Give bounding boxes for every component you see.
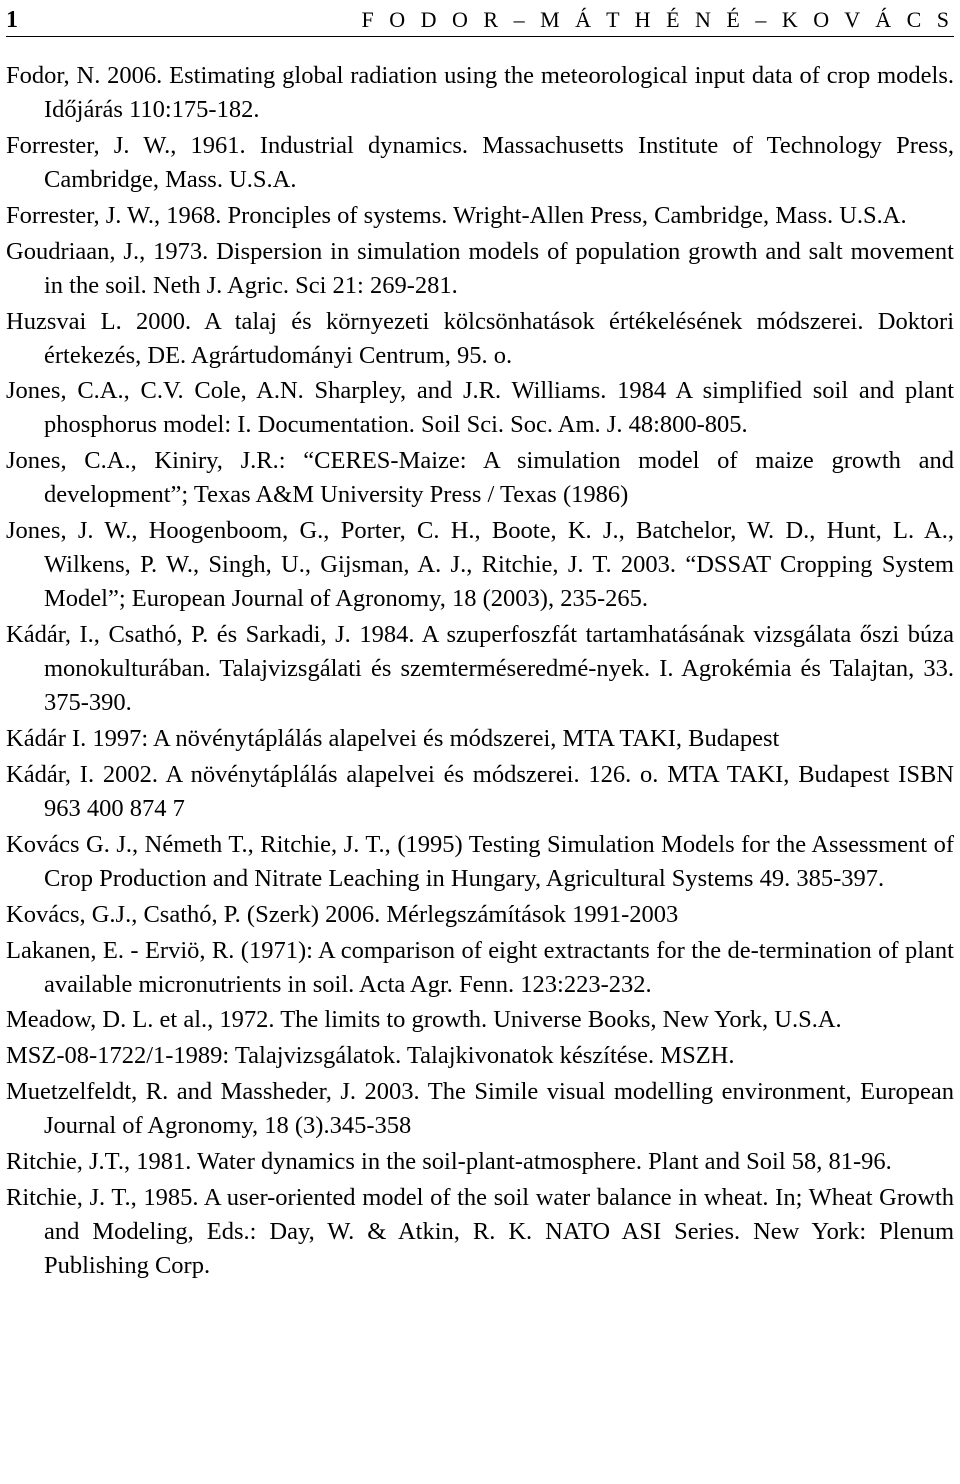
reference-entry: Ritchie, J. T., 1985. A user-oriented model of the soil water balance in wheat. In; Wheat Growth and Modeling, Eds.: Day, W. & Atkin, R. K. NATO ASI Series. New York: Plenum Publishing Corp. bbox=[6, 1184, 954, 1280]
reference-entry: Kovács, G.J., Csathó, P. (Szerk) 2006. Mérlegszámítások 1991-2003 bbox=[6, 900, 679, 928]
reference-entry: Goudriaan, J., 1973. Dispersion in simulation models of population growth and salt movement in the soil. Neth J. Agric. Sci 21: 269-281. bbox=[6, 237, 954, 299]
reference-entry: Forrester, J. W., 1968. Pronciples of systems. Wright-Allen Press, Cambridge, Mass. U.S.A. bbox=[6, 201, 907, 229]
reference-entry: Meadow, D. L. et al., 1972. The limits to growth. Universe Books, New York, U.S.A. bbox=[6, 1006, 842, 1034]
reference-entry: Lakanen, E. - Erviö, R. (1971): A comparison of eight extractants for the de-termination of plant available micronutrients in soil. Acta Agr. Fenn. 123:223-232. bbox=[6, 936, 954, 998]
reference-entry: Jones, J. W., Hoogenboom, G., Porter, C. H., Boote, K. J., Batchelor, W. D., Hunt, L. A., Wilkens, P. W., Singh, U., Gijsman, A. J., Ritchie, J. T. 2003. “DSSAT Cropping System Model”; European Journal of Agronomy, 18 (2003), 235-265. bbox=[6, 517, 954, 613]
reference-entry: Ritchie, J.T., 1981. Water dynamics in the soil-plant-atmosphere. Plant and Soil 58, 81-96. bbox=[6, 1148, 892, 1176]
reference-entry: Muetzelfeldt, R. and Massheder, J. 2003. The Simile visual modelling environment, European Journal of Agronomy, 18 (3).345-358 bbox=[6, 1078, 954, 1140]
reference-entry: Jones, C.A., C.V. Cole, A.N. Sharpley, and J.R. Williams. 1984 A simplified soil and plant phosphorus model: I. Documentation. Soil Sci. Soc. Am. J. 48:800-805. bbox=[6, 377, 954, 439]
page-number: 1 bbox=[6, 7, 18, 33]
reference-entry: Huzsvai L. 2000. A talaj és környezeti kölcsönhatások értékelésének módszerei. Doktori értekezés, DE. Agrártudományi Centrum, 95. o. bbox=[6, 307, 954, 369]
reference-entry: Kádár, I., Csathó, P. és Sarkadi, J. 1984. A szuperfoszfát tartamhatásának vizsgálata őszi búza monokulturában. Talajvizsgálati és szemterméseredmé-nyek. I. Agrokémia és Talajtan, 33. 375-390. bbox=[6, 621, 954, 717]
reference-entry: Kádár I. 1997: A növénytáplálás alapelvei és módszerei, MTA TAKI, Budapest bbox=[6, 725, 780, 753]
reference-list bbox=[6, 59, 954, 1285]
reference-entry: Fodor, N. 2006. Estimating global radiation using the meteorological input data of crop models. Időjárás 110:175-182. bbox=[6, 62, 954, 123]
running-head: F O D O R – M Á T H É N É – K O V Á C S bbox=[361, 7, 954, 32]
reference-entry: MSZ-08-1722/1-1989: Talajvizsgálatok. Talajkivonatok készítése. MSZH. bbox=[6, 1042, 735, 1070]
reference-entry: Jones, C.A., Kiniry, J.R.: “CERES-Maize: A simulation model of maize growth and development”; Texas A&M University Press / Texas (1986) bbox=[6, 447, 954, 509]
page-header bbox=[6, 4, 954, 37]
reference-entry: Kádár, I. 2002. A növénytáplálás alapelvei és módszerei. 126. o. MTA TAKI, Budapest ISBN 963 400 874 7 bbox=[6, 760, 954, 822]
reference-entry: Kovács G. J., Németh T., Ritchie, J. T., (1995) Testing Simulation Models for the Assessment of Crop Production and Nitrate Leaching in Hungary, Agricultural Systems 49. 385-397. bbox=[6, 830, 954, 892]
reference-entry: Forrester, J. W., 1961. Industrial dynamics. Massachusetts Institute of Technology Press, Cambridge, Mass. U.S.A. bbox=[6, 131, 954, 193]
